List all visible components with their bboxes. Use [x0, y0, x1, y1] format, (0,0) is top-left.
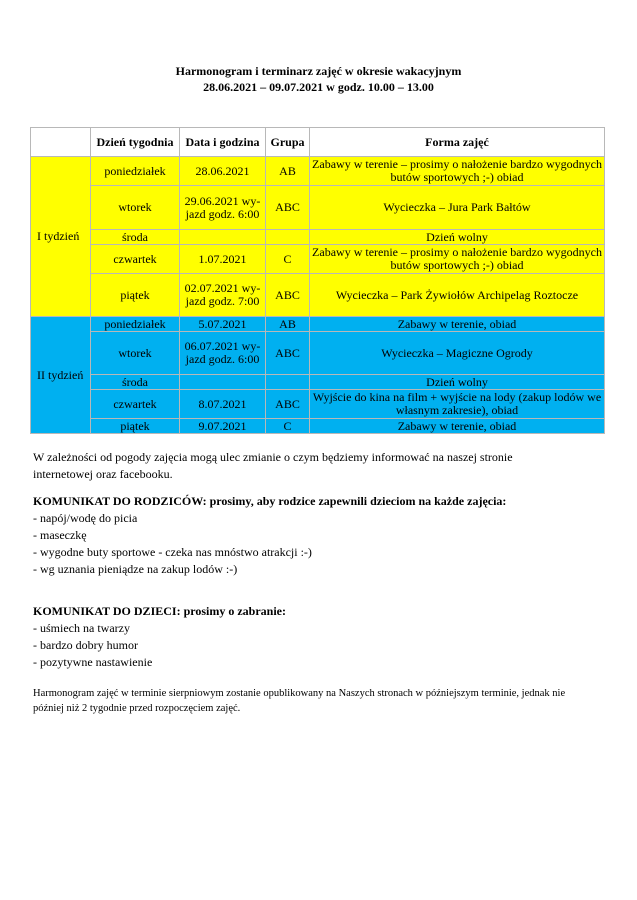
cell-group: C [266, 419, 310, 434]
footer-note-text: Harmonogram zajęć w terminie sierpniowym zostanie opublikowany na Naszych stronach w późniejszym terminie, jednak nie później niż 2 tygodnie przed rozpoczęciem zajęć. [33, 688, 566, 714]
cell-group: AB [266, 157, 310, 186]
table-row [31, 157, 605, 186]
schedule-table [30, 127, 605, 434]
cell-day: poniedziałek [91, 157, 180, 186]
list-item: - maseczkę [33, 528, 87, 542]
table-header-row [31, 128, 605, 157]
footer-note [33, 686, 573, 716]
table-row [31, 230, 605, 245]
cell-date: 29.06.2021 wy-jazd godz. 6:00 [180, 186, 266, 230]
cell-form: Dzień wolny [310, 230, 605, 245]
cell-group: ABC [266, 186, 310, 230]
cell-group: ABC [266, 332, 310, 375]
document-title [0, 63, 637, 95]
title-line-2: 28.06.2021 – 09.07.2021 w godz. 10.00 – 13.00 [203, 80, 434, 94]
list-item: - napój/wodę do picia [33, 511, 138, 525]
header-group: Grupa [266, 128, 310, 157]
cell-day: poniedziałek [91, 317, 180, 332]
cell-date: 5.07.2021 [180, 317, 266, 332]
cell-day: środa [91, 375, 180, 390]
cell-group: ABC [266, 274, 310, 317]
cell-form: Wyjście do kina na film + wyjście na lody (zakup lodów we własnym zakresie), obiad [310, 390, 605, 419]
list-item: - bardzo dobry humor [33, 638, 138, 652]
cell-group: ABC [266, 390, 310, 419]
list-item: - pozytywne nastawienie [33, 655, 153, 669]
cell-group: C [266, 245, 310, 274]
cell-day: piątek [91, 419, 180, 434]
header-week [31, 128, 91, 157]
cell-date [180, 375, 266, 390]
table-row [31, 390, 605, 419]
parents-heading: KOMUNIKAT DO RODZICÓW: prosimy, aby rodzice zapewnili dzieciom na każde zajęcia: [33, 494, 507, 508]
cell-group [266, 375, 310, 390]
cell-date: 02.07.2021 wy-jazd godz. 7:00 [180, 274, 266, 317]
cell-day: piątek [91, 274, 180, 317]
list-item: - wygodne buty sportowe - czeka nas mnóstwo atrakcji :-) [33, 545, 312, 559]
cell-date: 8.07.2021 [180, 390, 266, 419]
table-row [31, 274, 605, 317]
table-row [31, 375, 605, 390]
table-row [31, 332, 605, 375]
list-item: - uśmiech na twarzy [33, 621, 130, 635]
table-row [31, 419, 605, 434]
table-row [31, 245, 605, 274]
children-heading: KOMUNIKAT DO DZIECI: prosimy o zabranie: [33, 604, 287, 618]
header-day: Dzień tygodnia [91, 128, 180, 157]
week-label: II tydzień [31, 317, 91, 434]
week-label: I tydzień [31, 157, 91, 317]
cell-form: Wycieczka – Park Żywiołów Archipelag Roztocze [310, 274, 605, 317]
cell-date: 9.07.2021 [180, 419, 266, 434]
table-row [31, 317, 605, 332]
children-notice [33, 603, 573, 671]
cell-form: Zabawy w terenie – prosimy o nałożenie bardzo wygodnych butów sportowych ;-) obiad [310, 157, 605, 186]
cell-form: Zabawy w terenie, obiad [310, 317, 605, 332]
cell-day: czwartek [91, 245, 180, 274]
weather-note-text: W zależności od pogody zajęcia mogą ulec zmianie o czym będziemy informować na naszej stronie internetowej oraz facebooku. [33, 450, 513, 481]
cell-date [180, 230, 266, 245]
cell-form: Wycieczka – Magiczne Ogrody [310, 332, 605, 375]
cell-form: Zabawy w terenie – prosimy o nałożenie bardzo wygodnych butów sportowych ;-) obiad [310, 245, 605, 274]
cell-day: wtorek [91, 186, 180, 230]
cell-date: 06.07.2021 wy-jazd godz. 6:00 [180, 332, 266, 375]
cell-form: Wycieczka – Jura Park Bałtów [310, 186, 605, 230]
cell-form: Zabawy w terenie, obiad [310, 419, 605, 434]
list-item: - wg uznania pieniądze na zakup lodów :-) [33, 562, 238, 576]
cell-day: środa [91, 230, 180, 245]
cell-form: Dzień wolny [310, 375, 605, 390]
table-row [31, 186, 605, 230]
cell-group: AB [266, 317, 310, 332]
cell-day: wtorek [91, 332, 180, 375]
cell-group [266, 230, 310, 245]
title-line-1: Harmonogram i terminarz zajęć w okresie wakacyjnym [175, 64, 462, 78]
header-form: Forma zajęć [310, 128, 605, 157]
parents-notice [33, 493, 573, 578]
header-date: Data i godzina [180, 128, 266, 157]
cell-day: czwartek [91, 390, 180, 419]
cell-date: 1.07.2021 [180, 245, 266, 274]
cell-date: 28.06.2021 [180, 157, 266, 186]
weather-note [33, 449, 573, 483]
